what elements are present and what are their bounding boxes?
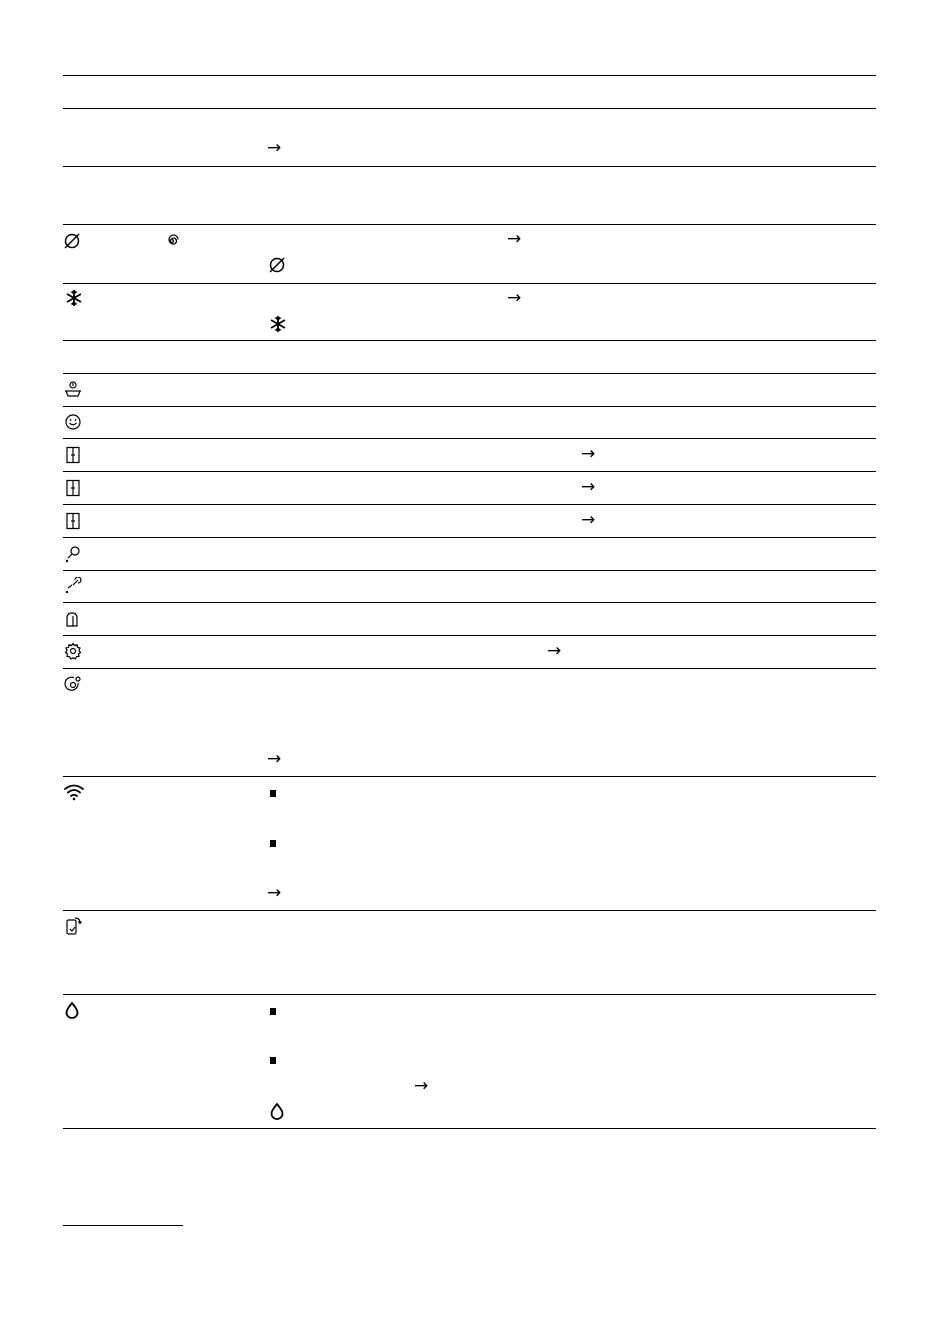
list-bullet (270, 1008, 276, 1015)
snowflake-icon (65, 289, 83, 307)
arrow-glyph: → (507, 229, 522, 249)
no-drying-icon (268, 256, 286, 274)
rinse-aid-icon (64, 577, 82, 595)
arrow-glyph: → (267, 883, 282, 903)
gear-icon (64, 642, 82, 660)
row-rule (63, 635, 876, 636)
footnote-rule (63, 1225, 183, 1226)
row-rule (63, 776, 876, 777)
row-rule (63, 340, 876, 341)
table-bottom-rule (63, 1128, 876, 1129)
row-rule (63, 504, 876, 505)
row-rule (63, 994, 876, 995)
row-rule (63, 224, 876, 225)
arrow-glyph: → (581, 510, 596, 530)
list-bullet (270, 1057, 276, 1064)
row-rule (63, 373, 876, 374)
no-drying-icon (63, 232, 81, 250)
remote-start-icon (64, 917, 82, 935)
spiral-icon (163, 232, 181, 250)
door-icon (64, 512, 82, 530)
row-rule (63, 283, 876, 284)
smiley-icon (64, 413, 82, 431)
arrow-glyph: → (547, 641, 562, 661)
wash-basin-icon (64, 380, 82, 398)
row-rule (63, 602, 876, 603)
table-header-rule (63, 108, 876, 109)
door-icon (64, 479, 82, 497)
arrow-glyph: → (507, 288, 522, 308)
arrow-glyph: → (581, 477, 596, 497)
arrow-glyph: → (581, 444, 596, 464)
row-rule (63, 406, 876, 407)
section-rule (63, 668, 876, 669)
list-bullet (270, 790, 276, 797)
arrow-glyph: → (267, 138, 282, 158)
spray-arm-icon (64, 545, 82, 563)
row-rule (63, 910, 876, 911)
salt-container-icon (64, 610, 82, 628)
water-drop-icon (268, 1102, 286, 1120)
door-icon (64, 446, 82, 464)
arrow-glyph: → (414, 1076, 429, 1096)
wifi-icon (63, 783, 81, 801)
row-rule (63, 570, 876, 571)
water-drop-icon (63, 1001, 81, 1019)
row-rule (63, 166, 876, 167)
machine-care-icon (64, 675, 82, 693)
arrow-glyph: → (267, 749, 282, 769)
snowflake-icon (269, 315, 287, 333)
row-rule (63, 471, 876, 472)
row-rule (63, 438, 876, 439)
section-rule (63, 537, 876, 538)
table-top-rule (63, 75, 876, 76)
list-bullet (270, 840, 276, 847)
